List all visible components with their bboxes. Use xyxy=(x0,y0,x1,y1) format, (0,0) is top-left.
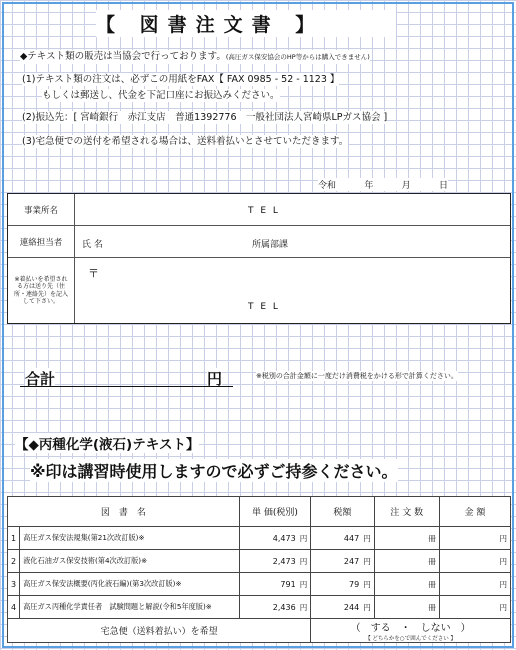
date-line xyxy=(318,178,448,191)
header-book-name: 図 書 名 xyxy=(8,497,240,527)
amount-cell[interactable] xyxy=(439,550,510,573)
total-unit: 円 xyxy=(207,370,223,388)
date-day: 日 xyxy=(438,181,448,191)
yen-unit: 円 xyxy=(499,556,507,566)
address-tel-label: T E L xyxy=(248,302,280,312)
total-label: 合計 xyxy=(25,370,56,388)
tax-cell xyxy=(311,573,375,596)
amount-cell[interactable] xyxy=(439,596,510,619)
copies-unit: 冊 xyxy=(428,533,436,543)
instruction-3: (3)宅急便での送付を希望される場合は、送料着払いとさせていただきます。 xyxy=(22,136,349,147)
contact-label: 連絡担当者 xyxy=(8,226,75,257)
price-cell xyxy=(239,550,311,573)
book-title: 高圧ガス保安法概要(丙化液石編)(第3次改訂版)※ xyxy=(20,573,240,596)
tax-value: 244 xyxy=(343,602,360,612)
delivery-choice-text: （ する ・ しない ） xyxy=(350,623,471,634)
tax-value: 79 xyxy=(349,579,360,589)
tax-cell xyxy=(311,527,375,550)
address-note: ※着払いを希望される方は送り先（住所・連絡先）を記入して下さい。 xyxy=(8,258,75,323)
table-row xyxy=(8,527,511,550)
qty-cell[interactable] xyxy=(374,573,439,596)
intro-line xyxy=(20,50,370,64)
qty-cell[interactable] xyxy=(374,527,439,550)
delivery-row xyxy=(8,619,511,643)
row-number: 3 xyxy=(8,573,20,596)
total-underline xyxy=(20,386,233,387)
row-number: 4 xyxy=(8,596,20,619)
office-label: 事業所名 xyxy=(8,194,75,225)
intro-small-note: (高圧ガス保安協会のHP等からは購入できません) xyxy=(225,53,370,61)
orderer-form xyxy=(7,193,511,324)
yen-unit: 円 xyxy=(363,602,371,612)
row-number: 2 xyxy=(8,550,20,573)
yen-unit: 円 xyxy=(499,533,507,543)
qty-cell[interactable] xyxy=(374,550,439,573)
header-price: 単 価(税別) xyxy=(239,497,311,527)
delivery-label: 宅急便（送料着払い）を希望 xyxy=(8,619,311,643)
instruction-2: (2)振込先：[ 宮崎銀行 赤江支店 普通1392776 一般社団法人宮崎県LPガス協会 ] xyxy=(22,112,388,123)
qty-cell[interactable] xyxy=(374,596,439,619)
price-value: 2,473 xyxy=(272,556,296,566)
yen-unit: 円 xyxy=(363,579,371,589)
book-title: 高圧ガス保安法規集(第21次改訂版)※ xyxy=(20,527,240,550)
yen-unit: 円 xyxy=(299,533,308,543)
amount-cell[interactable] xyxy=(439,573,510,596)
dept-label: 所属部課 xyxy=(252,240,289,250)
copies-unit: 冊 xyxy=(428,602,436,612)
header-qty: 注 文 数 xyxy=(374,497,439,527)
address-row xyxy=(8,258,510,323)
price-cell xyxy=(239,596,311,619)
yen-unit: 円 xyxy=(363,556,371,566)
header-tax: 税額 xyxy=(311,497,375,527)
intro-text: ◆テキスト類の販売は当協会で行っております。 xyxy=(20,51,226,62)
office-row xyxy=(8,194,510,226)
order-table xyxy=(7,496,511,643)
tax-cell xyxy=(311,596,375,619)
contact-row xyxy=(8,226,510,258)
table-header-row xyxy=(8,497,511,527)
price-value: 2,436 xyxy=(272,602,296,612)
table-row xyxy=(8,550,511,573)
date-era: 令和 xyxy=(318,181,337,191)
section-note: ※印は講習時使用しますので必ずご持参ください。 xyxy=(30,459,398,482)
price-value: 791 xyxy=(280,579,296,589)
tax-note: ※税別の合計金額に一度だけ消費税をかける形で計算ください。 xyxy=(256,372,458,380)
office-tel-label: T E L xyxy=(248,206,280,216)
postal-mark: 〒 xyxy=(88,267,99,280)
delivery-choice[interactable] xyxy=(311,619,511,643)
header-amount: 金 額 xyxy=(439,497,510,527)
price-value: 4,473 xyxy=(272,533,296,543)
yen-unit: 円 xyxy=(299,579,308,589)
table-row xyxy=(8,596,511,619)
name-label: 氏 名 xyxy=(82,240,103,250)
yen-unit: 円 xyxy=(499,579,507,589)
date-year: 年 xyxy=(364,181,374,191)
section-heading: 【◆丙種化学(液石)テキスト】 xyxy=(15,433,199,453)
yen-unit: 円 xyxy=(299,602,308,612)
book-title: 高圧ガス丙種化学責任者 試験問題と解説(令和5年度版)※ xyxy=(20,596,240,619)
amount-cell[interactable] xyxy=(439,527,510,550)
instruction-1a: (1)テキスト類の注文は、必ずこの用紙をFAX【 FAX 0985 - 52 - 1123 】 xyxy=(22,74,340,85)
yen-unit: 円 xyxy=(363,533,371,543)
tax-cell xyxy=(311,550,375,573)
tax-value: 447 xyxy=(343,533,360,543)
yen-unit: 円 xyxy=(299,556,308,566)
instruction-1b: もしくは郵送し、代金を下記口座にお振込みください。 xyxy=(42,90,280,101)
table-row xyxy=(8,573,511,596)
copies-unit: 冊 xyxy=(428,556,436,566)
yen-unit: 円 xyxy=(499,602,507,612)
row-number: 1 xyxy=(8,527,20,550)
price-cell xyxy=(239,573,311,596)
copies-unit: 冊 xyxy=(428,579,436,589)
page-title: 【 図書注文書 】 xyxy=(96,10,396,37)
price-cell xyxy=(239,527,311,550)
book-title: 液化石油ガス保安技術(第4次改訂版)※ xyxy=(20,550,240,573)
tax-value: 247 xyxy=(343,556,360,566)
delivery-choice-hint: 【 どちらかを○で囲んでください 】 xyxy=(365,636,456,642)
date-month: 月 xyxy=(401,181,411,191)
